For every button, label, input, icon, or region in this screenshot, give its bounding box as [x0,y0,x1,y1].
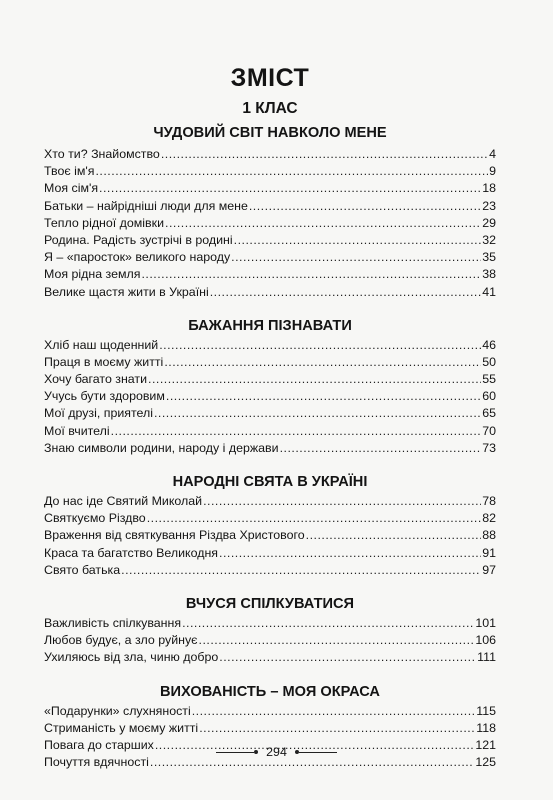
toc-entry [44,354,496,371]
grade-heading: 1 КЛАС [242,100,298,117]
entry-title: Праця в моєму житті [44,354,164,369]
dot-leader [159,337,481,354]
dot-leader [154,405,481,422]
toc-entry [44,720,496,737]
toc-entry [44,440,496,457]
dot-leader [95,163,488,180]
entry-page-number: 60 [482,389,496,404]
entry-page-number: 9 [489,164,496,179]
entry-page-number: 32 [482,232,496,247]
entry-page-number: 121 [475,737,496,752]
entry-page-number: 115 [476,703,496,718]
entry-title: Родина. Радість зустрічі в родині [44,232,233,247]
entry-title: Хочу багато знати [44,372,148,387]
entry-title: Твоє ім'я [44,164,95,179]
entry-page-number: 91 [482,545,496,560]
dot-leader [121,562,481,579]
dot-leader [141,266,481,283]
page-number: 294 [266,745,287,759]
dot-leader [164,354,481,371]
entry-page-number: 101 [475,615,496,630]
toc-entry [44,180,496,197]
entry-page-number: 88 [482,528,496,543]
entry-page-number: 125 [475,755,496,770]
toc-entry [44,232,496,249]
toc-entry [44,371,496,388]
entry-page-number: 78 [482,494,496,508]
dot-leader [166,388,481,405]
ornament-line [299,752,337,753]
dot-leader [147,510,482,527]
toc-section [44,125,496,301]
entry-title: Тепло рідної домівки [44,215,164,230]
dot-leader [148,371,481,388]
toc-entry [44,615,496,632]
dot-leader [165,215,481,232]
dot-leader [219,545,481,562]
section-title: ВЧУСЯ СПІЛКУВАТИСЯ [185,595,355,612]
dot-leader [99,180,481,197]
entry-title: Святкуємо Різдво [44,511,146,526]
entry-title: Моя сім'я [44,181,99,196]
entry-title: Свято батька [44,562,121,577]
section-title: ВИХОВАНІСТЬ – МОЯ ОКРАСА [160,683,380,700]
entry-page-number: 82 [482,511,496,526]
entry-page-number: 118 [476,720,496,735]
dot-leader [182,615,474,632]
entry-page-number: 55 [482,372,496,387]
toc-entry [44,703,496,720]
dot-leader [199,632,475,649]
entry-title: Хліб наш щоденний [44,337,159,352]
entry-title: Почуття вдячності [44,755,149,770]
toc-content [44,64,496,788]
toc-section [44,318,496,457]
entry-page-number: 23 [482,198,496,213]
toc-entry [44,510,496,527]
ornament-dot [254,750,258,754]
toc-entry [44,493,496,510]
dot-leader [111,423,482,440]
dot-leader [161,146,488,163]
page-footer [0,745,553,759]
toc-section [44,596,496,667]
entry-page-number: 70 [482,423,496,438]
entry-page-number: 46 [482,337,496,352]
section-title: БАЖАННЯ ПІЗНАВАТИ [188,317,352,334]
dot-leader [280,440,482,457]
toc-entry [44,163,496,180]
dot-leader [231,249,481,266]
entry-title: Важливість спілкування [44,615,182,630]
entry-page-number: 50 [482,354,496,369]
entry-title: Хто ти? Знайомство [44,147,160,161]
toc-entry [44,545,496,562]
toc-entry [44,215,496,232]
page-title: ЗМІСТ [230,64,310,92]
toc-entry [44,249,496,266]
toc-entry [44,284,496,301]
toc-entry [44,423,496,440]
left-ornament [216,750,258,754]
dot-leader [203,493,481,510]
entry-title: Враження від святкування Різдва Христового [44,528,305,543]
dot-leader [219,649,476,666]
toc-entry [44,388,496,405]
entry-title: Мої друзі, приятелі [44,406,153,421]
toc-entry [44,405,496,422]
dot-leader [306,527,482,544]
dot-leader [210,284,481,301]
entry-title: Моя рідна земля [44,267,141,282]
section-title: НАРОДНІ СВЯТА В УКРАЇНІ [172,474,368,490]
toc-entry [44,632,496,649]
entry-page-number: 106 [475,633,496,648]
entry-title: Ухиляюсь від зла, чиню добро [44,650,219,665]
entry-title: Знаю символи родини, народу і держави [44,440,279,455]
entry-page-number: 18 [482,181,496,196]
toc-entry [44,649,496,666]
entry-title: Батьки – найрідніші люди для мене [44,198,248,213]
entry-title: Любов будує, а зло руйнує [44,633,198,648]
entry-title: Велике щастя жити в Україні [44,284,209,299]
entry-title: «Подарунки» слухняності [44,703,191,718]
ornament-line [216,752,254,753]
entry-page-number: 35 [482,250,496,265]
toc-entry [44,198,496,215]
entry-page-number: 73 [482,440,496,455]
entry-page-number: 41 [482,284,496,299]
dot-leader [249,198,481,215]
entry-title: Краса та багатство Великодня [44,545,219,560]
toc-entry [44,266,496,283]
entry-title: Повага до старших [44,737,154,752]
entry-page-number: 4 [489,147,496,161]
entry-title: Я – «паросток» великого народу [44,250,231,265]
toc-entry [44,337,496,354]
entry-page-number: 65 [482,406,496,421]
right-ornament [295,750,337,754]
toc-section [44,474,496,579]
entry-title: Стриманість у моєму житті [44,720,199,735]
entry-page-number: 38 [482,267,496,282]
entry-title: До нас іде Святий Миколай [44,494,203,508]
dot-leader [234,232,482,249]
toc-entry [44,527,496,544]
toc-entry [44,562,496,579]
entry-page-number: 97 [482,562,496,577]
toc-entry [44,146,496,163]
section-title: ЧУДОВИЙ СВІТ НАВКОЛО МЕНЕ [153,125,387,141]
entry-title: Мої вчителі [44,423,110,438]
dot-leader [192,703,476,720]
dot-leader [199,720,475,737]
entry-page-number: 29 [482,215,496,230]
entry-title: Учусь бути здоровим [44,389,165,404]
toc-sections [44,125,496,771]
entry-page-number: 111 [477,650,496,665]
